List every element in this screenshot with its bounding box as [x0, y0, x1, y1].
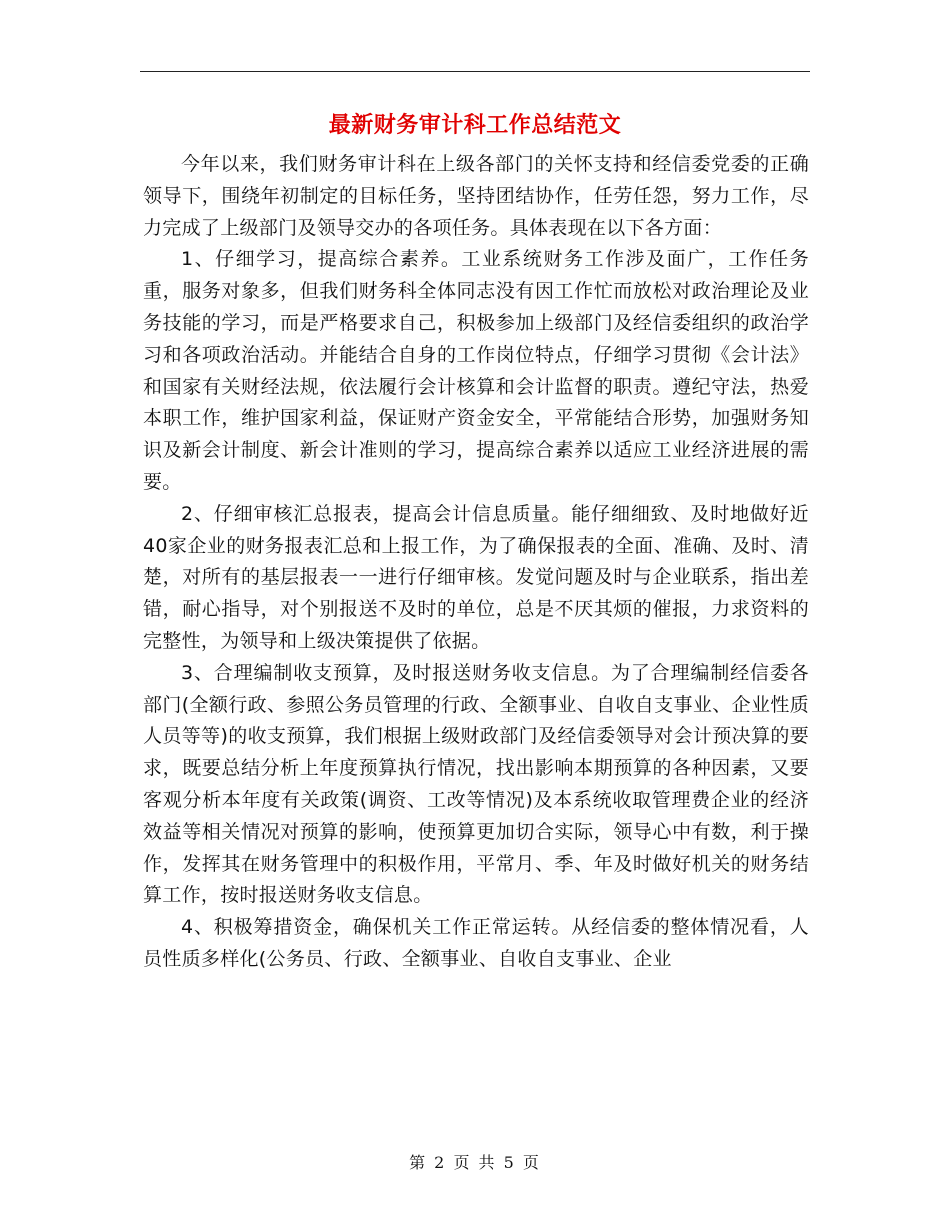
header-rule [140, 71, 810, 72]
page-footer: 第 2 页 共 5 页 [409, 1153, 541, 1172]
paragraph-intro: 今年以来，我们财务审计科在上级各部门的关怀支持和经信委党委的正确领导下，围绕年初制定的目标任务，坚持团结协作，任劳任怨，努力工作，尽力完成了上级部门及领导交办的各项任务。具体表现在以下各方面： [143, 153, 809, 239]
paragraph-3: 3、合理编制收支预算，及时报送财务收支信息。为了合理编制经信委各部门(全额行政、参照公务员管理的行政、全额事业、自收自支事业、企业性质人员等等)的收支预算，我们根据上级财政部门及经信委领导对会计预决算的要求，既要总结分析上年度预算执行情况，找出影响本期预算的各种因素，又要客观分析本年度有关政策(调资、工改等情况)及本系统收取管理费企业的经济效益等相关情况对预算的影响，使预算更加切合实际，领导心中有数，利于操作，发挥其在财务管理中的积极作用，平常月、季、年及时做好机关的财务结算工作，按时报送财务收支信息。 [143, 661, 809, 907]
document-title: 最新财务审计科工作总结范文 [328, 112, 622, 138]
paragraph-4: 4、积极筹措资金，确保机关工作正常运转。从经信委的整体情况看，人员性质多样化(公务员、行政、全额事业、自收自支事业、企业 [143, 916, 809, 970]
document-body [143, 149, 809, 976]
paragraph-1: 1、仔细学习，提高综合素养。工业系统财务工作涉及面广，工作任务重，服务对象多，但我们财务科全体同志没有因工作忙而放松对政治理论及业务技能的学习，而是严格要求自己，积极参加上级部门及经信委组织的政治学习和各项政治活动。并能结合自身的工作岗位特点，仔细学习贯彻《会计法》和国家有关财经法规，依法履行会计核算和会计监督的职责。遵纪守法，热爱本职工作，维护国家利益，保证财产资金安全，平常能结合形势，加强财务知识及新会计制度、新会计准则的学习，提高综合素养以适应工业经济进展的需要。 [143, 248, 809, 493]
paragraph-2: 2、仔细审核汇总报表，提高会计信息质量。能仔细细致、及时地做好近40家企业的财务报表汇总和上报工作，为了确保报表的全面、准确、及时、清楚，对所有的基层报表一一进行仔细审核。发觉问题及时与企业联系，指出差错，耐心指导，对个别报送不及时的单位，总是不厌其烦的催报，力求资料的完整性，为领导和上级决策提供了依据。 [143, 502, 809, 652]
